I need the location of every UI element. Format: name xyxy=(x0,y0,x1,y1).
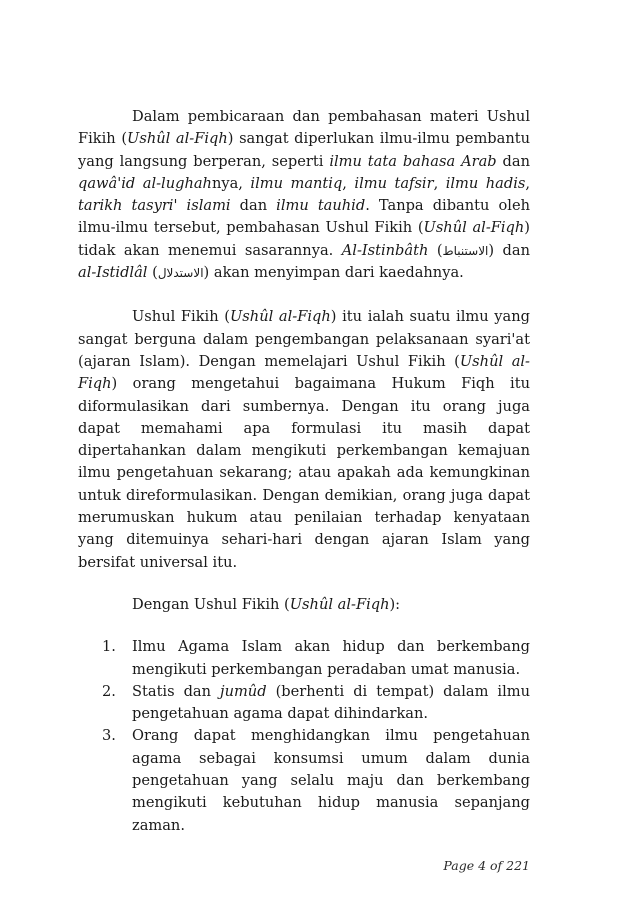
text-run: ) orang mengetahui bagaimana Hukum Fiqh itu diformulasikan dari sumbernya. Dengan itu orang juga dapat memahami apa formulasi itu masih dapat dipertahankan dalam mengikuti perkembangan kemajuan ilmu pengetahuan sekarang; atau apakah ada kemungkinan untuk direformulasikan. Dengan demikian, orang juga dapat merumuskan hukum atau penilaian terhadap kenyataan yang ditemuinya sehari-hari dengan ajaran Islam yang bersifat universal itu. xyxy=(78,375,530,571)
italic-term: tarikh tasyri' islami xyxy=(78,197,231,215)
list-item xyxy=(78,681,530,726)
text-run: ) tidak akan menemui sasarannya. xyxy=(78,219,530,259)
italic-term: ilmu hadis xyxy=(445,174,526,192)
list-intro xyxy=(78,594,530,616)
italic-term: al-Istidlâl xyxy=(78,264,148,282)
list-item xyxy=(78,636,530,681)
italic-term: Al-Istinbâth xyxy=(341,241,429,259)
text-run: ) dan xyxy=(488,241,530,259)
text-run: , xyxy=(342,174,355,192)
arabic-term: الاستنباط xyxy=(442,243,489,258)
text-run: Dengan Ushul Fikih ( xyxy=(132,595,290,613)
text-run: ): xyxy=(389,595,401,613)
page-number: Page 4 of 221 xyxy=(443,858,530,873)
list-number: 2. xyxy=(102,682,116,700)
list-number: 3. xyxy=(102,727,116,745)
text-run: ) sangat diperlukan ilmu-ilmu pembantu yang langsung berperan, seperti xyxy=(78,130,530,170)
text-run: Ushul Fikih ( xyxy=(132,308,230,326)
list-item-text: Statis dan xyxy=(132,682,221,700)
list-item-text: (berhenti di tempat) dalam ilmu pengetahuan agama dapat dihindarkan. xyxy=(132,682,530,723)
italic-term: ilmu tauhid xyxy=(276,197,366,215)
text-run: ) itu ialah suatu ilmu yang sangat berguna dalam pengembangan pelaksanaan syari'at (ajaran Islam). Dengan memelajari Ushul Fikih ( xyxy=(78,308,530,370)
benefits-list xyxy=(78,636,530,837)
paragraph-1 xyxy=(78,106,530,284)
text-run: . Tanpa dibantu oleh ilmu-ilmu tersebut, pembahasan Ushul Fikih ( xyxy=(78,197,530,237)
italic-term: ilmu tata bahasa Arab xyxy=(329,152,497,170)
list-item-text: Orang dapat menghidangkan ilmu pengetahuan agama sebagai konsumsi umum dalam dunia pengetahuan yang selalu maju dan berkembang mengikuti kebutuhan hidup manusia sepanjang zaman. xyxy=(132,727,530,834)
italic-term: Ushûl al-Fiqh xyxy=(78,352,530,393)
italic-term: jumûd xyxy=(220,682,267,700)
paragraph-2 xyxy=(78,306,530,574)
text-run: nya, xyxy=(211,174,251,192)
italic-term: ilmu mantiq xyxy=(250,174,343,192)
arabic-term: الاستدلال xyxy=(157,266,204,281)
text-run: , xyxy=(525,174,530,192)
text-run: dan xyxy=(230,197,277,215)
italic-term: ilmu tafsir xyxy=(354,174,434,192)
text-run: Dalam pembicaraan dan pembahasan materi Ushul Fikih ( xyxy=(78,108,530,148)
text-run: dan xyxy=(496,152,530,170)
list-item-text: Ilmu Agama Islam akan hidup dan berkembang mengikuti perkembangan peradaban umat manusia. xyxy=(132,638,530,678)
document-body xyxy=(78,106,530,837)
italic-term: Ushûl al-Fiqh xyxy=(230,308,331,326)
italic-term: Ushûl al-Fiqh xyxy=(127,130,228,148)
list-number: 1. xyxy=(102,638,116,656)
text-run: ( xyxy=(428,241,443,259)
italic-term: Ushûl al-Fiqh xyxy=(423,219,525,237)
text-run: ) akan menyimpan dari kaedahnya. xyxy=(203,264,464,282)
text-run: ( xyxy=(147,264,158,282)
italic-term: qawâ'id al-lughah xyxy=(78,174,212,192)
text-run: , xyxy=(433,174,446,192)
list-item xyxy=(78,725,530,836)
italic-term: Ushûl al-Fiqh xyxy=(289,595,390,613)
